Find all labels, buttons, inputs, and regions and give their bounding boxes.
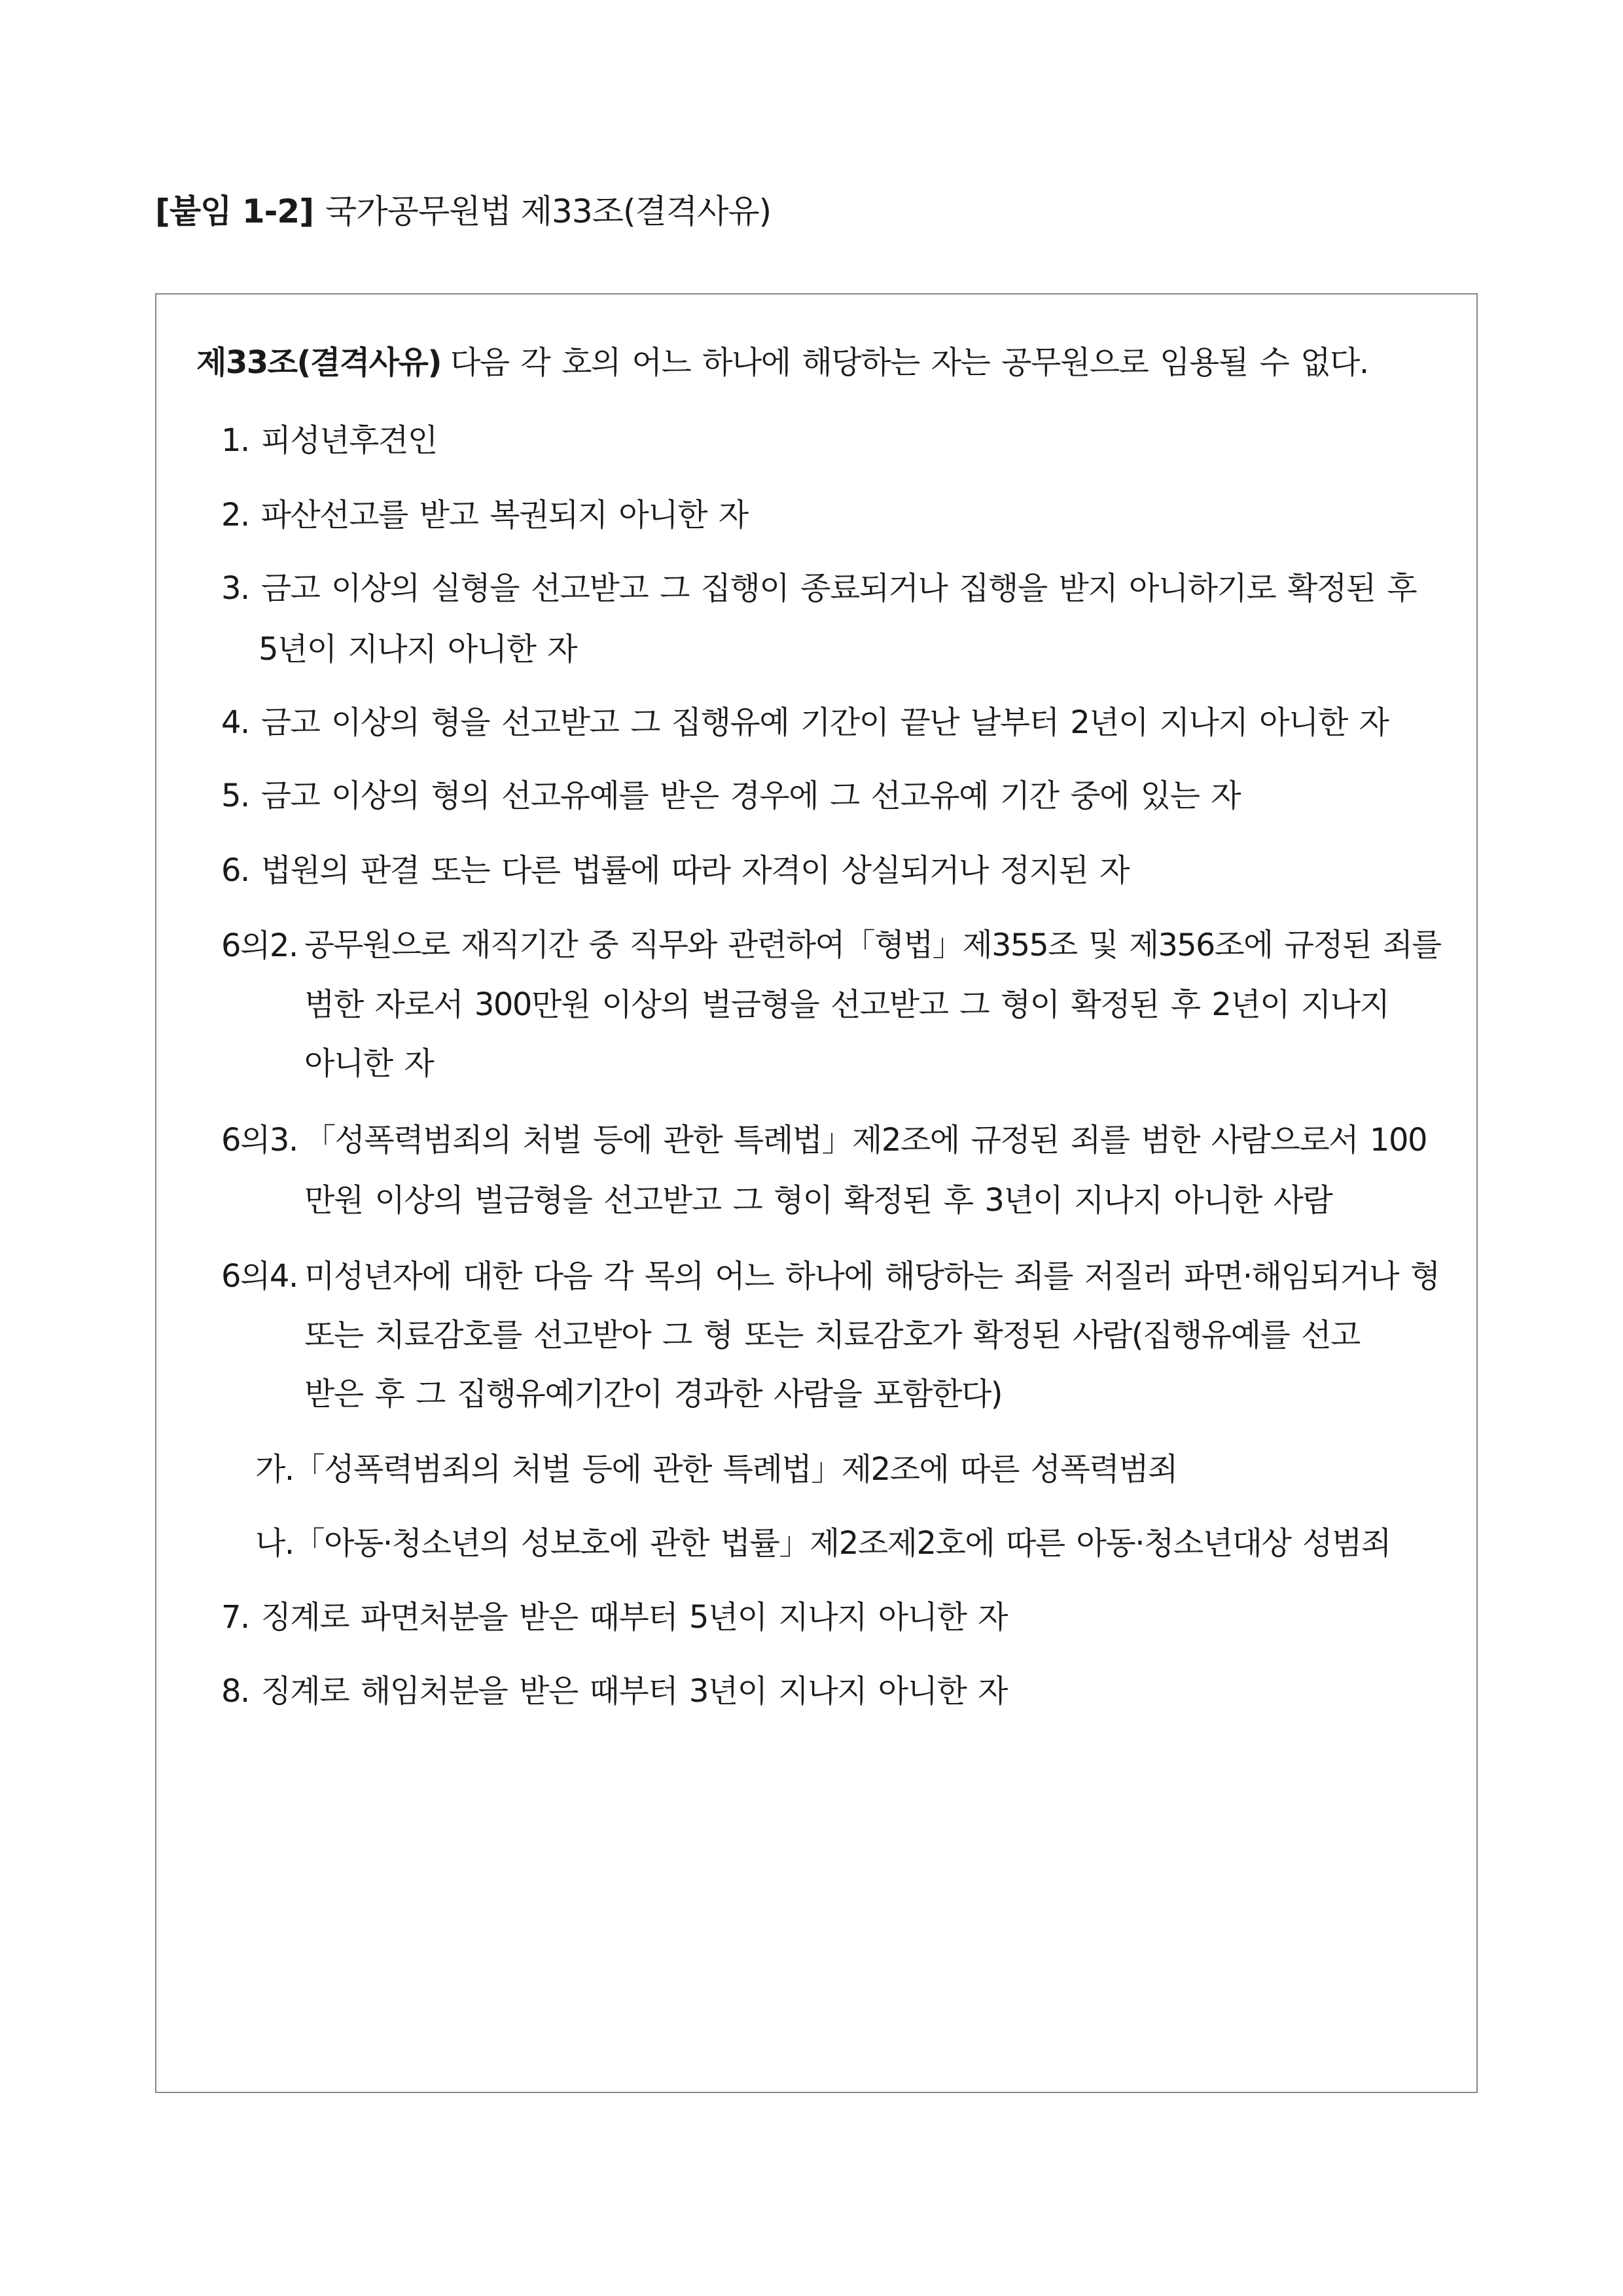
item-text-continuation: 만원 이상의 벌금형을 선고받고 그 형이 확정된 후 3년이 지나지 아니한 사람 — [304, 1182, 1332, 1219]
item-number: 6의3. — [221, 1122, 298, 1158]
list-item — [221, 494, 748, 536]
item-text-continuation: 아니한 자 — [304, 1045, 434, 1082]
article-heading — [196, 342, 1368, 384]
item-number: 4. — [221, 704, 249, 741]
item-number: 5. — [221, 778, 249, 814]
sub-item-marker: 가. — [255, 1451, 294, 1488]
item-number: 6의2. — [221, 927, 298, 964]
attachment-title: 국가공무원법 제33조(결격사유) — [325, 192, 772, 230]
item-text: 「성폭력범죄의 처벌 등에 관한 특례법」제2조에 규정된 죄를 범한 사람으로서 100 — [304, 1122, 1427, 1158]
item-text: 금고 이상의 형의 선고유예를 받은 경우에 그 선고유예 기간 중에 있는 자 — [260, 778, 1241, 814]
item-number: 6. — [221, 852, 249, 889]
item-number: 2. — [221, 497, 249, 533]
item-text: 피성년후견인 — [260, 422, 437, 459]
sub-list-item — [255, 1522, 1391, 1564]
sub-item-text: 「아동·청소년의 성보호에 관한 법률」제2조제2호에 따른 아동·청소년대상 성범죄 — [293, 1525, 1391, 1562]
item-number: 7. — [221, 1599, 249, 1636]
item-text: 미성년자에 대한 다음 각 목의 어느 하나에 해당하는 죄를 저질러 파면·해임되거나 형 — [304, 1258, 1440, 1295]
item-number: 3. — [221, 570, 249, 607]
item-text-continuation: 범한 자로서 300만원 이상의 벌금형을 선고받고 그 형이 확정된 후 2년이 지나지 — [304, 986, 1389, 1023]
list-item — [221, 702, 1388, 744]
list-item — [221, 420, 437, 461]
item-text: 징계로 해임처분을 받은 때부터 3년이 지나지 아니한 자 — [260, 1673, 1008, 1710]
item-text-continuation: 받은 후 그 집행유예기간이 경과한 사람을 포함한다) — [304, 1376, 1003, 1412]
item-number: 1. — [221, 422, 249, 459]
sub-list-item — [255, 1448, 1177, 1490]
item-text-continuation: 또는 치료감호를 선고받아 그 형 또는 치료감호가 확정된 사람(집행유예를 선고 — [304, 1317, 1360, 1354]
item-text: 법원의 판결 또는 다른 법률에 따라 자격이 상실되거나 정지된 자 — [260, 852, 1129, 889]
sub-item-marker: 나. — [255, 1525, 294, 1562]
item-text: 징계로 파면처분을 받은 때부터 5년이 지나지 아니한 자 — [260, 1599, 1008, 1636]
item-text: 금고 이상의 실형을 선고받고 그 집행이 종료되거나 집행을 받지 아니하기로 확정된 후 — [260, 570, 1417, 607]
item-number: 8. — [221, 1673, 249, 1710]
list-item — [221, 850, 1129, 891]
article-label: 제33조(결격사유) — [196, 344, 441, 381]
attachment-tag: [붙임 1-2] — [155, 192, 314, 230]
list-item — [221, 775, 1240, 817]
item-text: 파산선고를 받고 복권되지 아니한 자 — [260, 497, 748, 533]
article-intro: 다음 각 호의 어느 하나에 해당하는 자는 공무원으로 임용될 수 없다. — [450, 344, 1368, 381]
sub-item-text: 「성폭력범죄의 처벌 등에 관한 특례법」제2조에 따른 성폭력범죄 — [293, 1451, 1177, 1488]
item-text: 공무원으로 재직기간 중 직무와 관련하여「형법」제355조 및 제356조에 규정된 죄를 — [304, 927, 1441, 963]
list-item — [221, 1596, 1007, 1638]
list-item — [221, 1670, 1007, 1712]
item-number: 6의4. — [221, 1258, 298, 1295]
item-text: 금고 이상의 형을 선고받고 그 집행유예 기간이 끝난 날부터 2년이 지나지 아니한 자 — [260, 704, 1389, 741]
list-item — [221, 567, 1416, 609]
attachment-heading — [155, 188, 771, 234]
item-text-continuation: 5년이 지나지 아니한 자 — [259, 631, 577, 668]
